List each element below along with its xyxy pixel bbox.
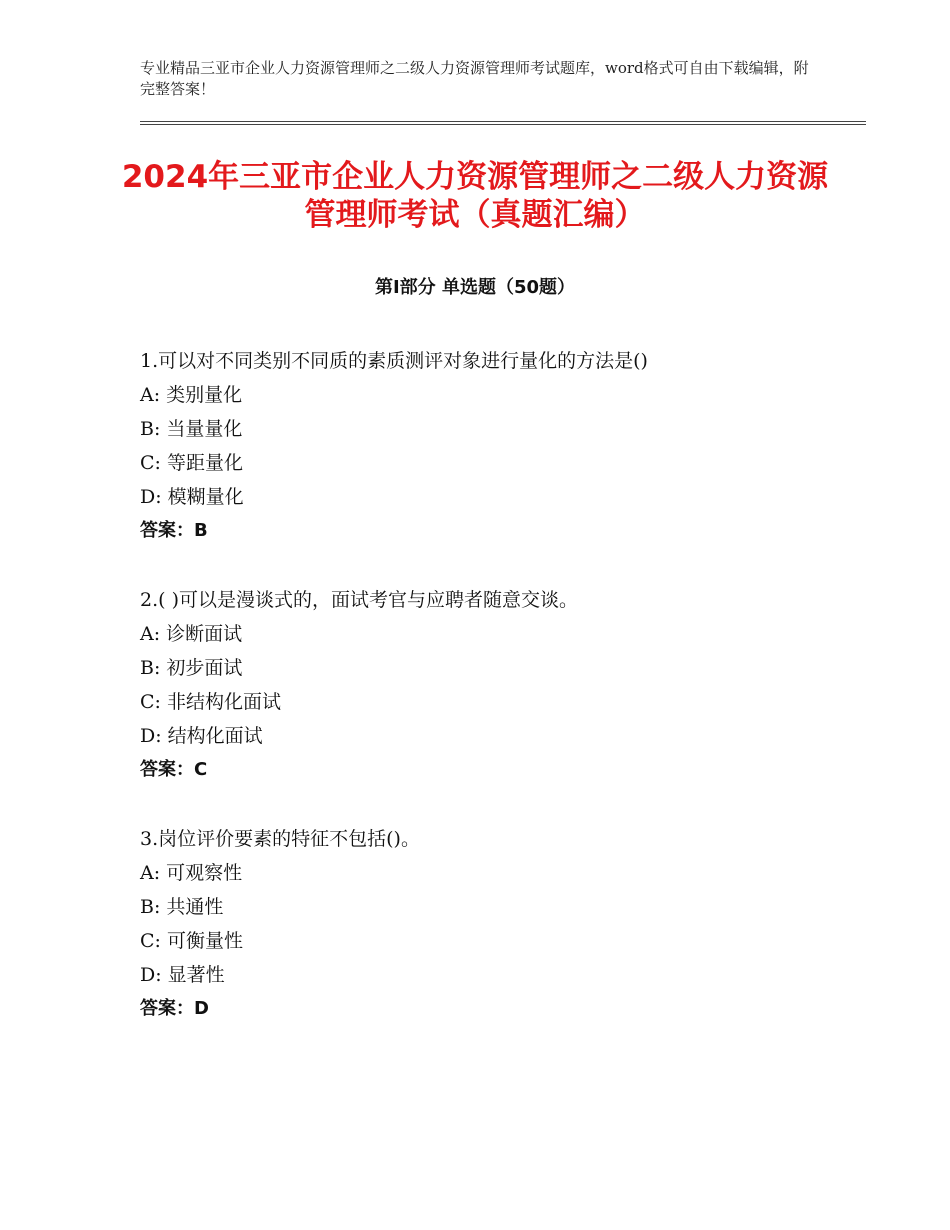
question-block [140,344,860,548]
answer-line: 答案：B [140,520,208,541]
option-c: C: 非结构化面试 [140,691,281,713]
option-d: D: 模糊量化 [140,486,244,508]
header-rule-top [140,121,866,122]
answer-line: 答案：D [140,998,209,1019]
answer-line: 答案：C [140,759,208,780]
question-block [140,822,860,1026]
question-stem: 3.岗位评价要素的特征不包括()。 [140,828,420,850]
question-stem: 1.可以对不同类别不同质的素质测评对象进行量化的方法是() [140,350,648,372]
document-title: 2024年三亚市企业人力资源管理师之二级人力资源管理师考试（真题汇编） [121,159,829,233]
option-b: B: 共通性 [140,896,224,918]
question-block [140,583,860,787]
option-a: A: 诊断面试 [140,623,243,645]
option-b: B: 当量量化 [140,418,243,440]
section-title: 第Ⅰ部分 单选题（50题） [374,277,575,298]
option-c: C: 等距量化 [140,452,243,474]
option-b: B: 初步面试 [140,657,243,679]
option-a: A: 可观察性 [140,862,243,884]
header-rule-bottom [140,124,866,125]
option-a: A: 类别量化 [140,384,243,406]
option-d: D: 结构化面试 [140,725,263,747]
header-note: 专业精品三亚市企业人力资源管理师之二级人力资源管理师考试题库，word格式可自由下载编辑，附完整答案！ [140,59,809,98]
question-stem: 2.( )可以是漫谈式的，面试考官与应聘者随意交谈。 [140,589,578,611]
option-d: D: 显著性 [140,964,225,986]
option-c: C: 可衡量性 [140,930,243,952]
